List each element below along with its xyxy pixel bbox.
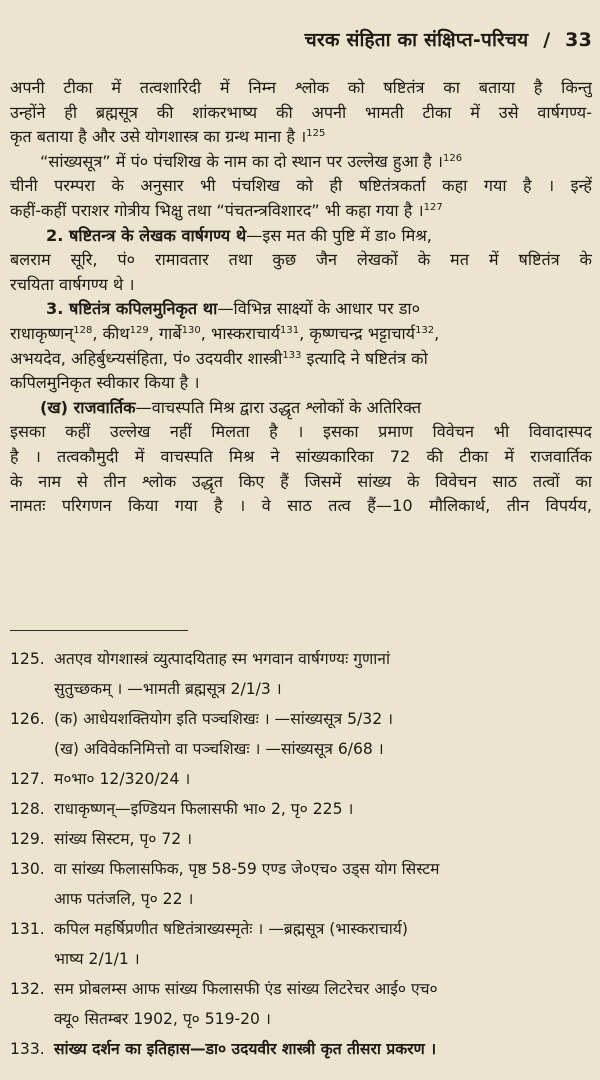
text-line: नामतः परिगणन किया गया है । वे साठ तत्व हैं—10 मौलिकार्थ, तीन विपर्यय, (10, 496, 592, 516)
footnote-number: 129. (10, 830, 45, 848)
footnote-number: 130. (10, 860, 45, 878)
header-separator: / (543, 29, 551, 51)
footnote-divider (10, 630, 188, 631)
footnote-number: 131. (10, 920, 45, 938)
footnote-number: 127. (10, 770, 45, 788)
text-line: कहीं-कहीं पराशर गोत्रीय भिक्षु तथा “पंचतन्त्रविशारद” भी कहा गया है ।$^{127}$ (10, 200, 443, 220)
footnote-number: 132. (10, 980, 45, 998)
text-line: “सांख्यसूत्र” में पं० पंचशिख के नाम का दो स्थान पर उल्लेख हुआ है ।$^{126}$ (40, 151, 463, 171)
running-header (305, 26, 592, 52)
text-line: राधाकृष्णन्$^{128}$, कीथ$^{129}$, गार्बे$^{130}$, भास्कराचार्य$^{131}$, कृष्णचन्द्र भट्टाचार्य$^{132}$, (10, 323, 440, 343)
footnote-125: 125. अतएव योगशास्त्रं व्युत्पादयिताह स्म भगवान वार्षगण्यः गुणानां सुतुच्छकम् । —भामती ब्रह्मसूत्र 2/1/3 । (10, 644, 595, 704)
text-line: इसका कहीं उल्लेख नहीं मिलता है । इसका प्रमाण विवेचन भी विवादास्पद (10, 422, 592, 442)
footnote-ref-127[interactable]: 127 (423, 201, 443, 213)
text-line: है । तत्वकौमुदी में वाचस्पति मिश्र ने सांख्यकारिका 72 की टीका में राजवार्तिक (10, 446, 592, 466)
text-line: 2. षष्टितन्त्र के लेखक वार्षगण्य थे—इस मत की पुष्टि में डा० मिश्र, (46, 225, 432, 245)
footnote-ref-130[interactable]: 130 (181, 324, 201, 336)
footnote-number: 125. (10, 650, 45, 668)
footnote-126: 126. (क) आधेयशक्तियोग इति पञ्चशिखः । —सांख्यसूत्र 5/32 । (ख) अविवेकनिमित्तो वा पञ्चशिखः । —सांख्यसूत्र 6/68 । (10, 704, 595, 764)
page-number: 33 (565, 29, 592, 51)
footnote-ref-128[interactable]: 128 (73, 324, 93, 336)
text-line: 3. षष्टितंत्र कपिलमुनिकृत था—विभिन्न साक्ष्यों के आधार पर डा० (46, 299, 420, 319)
footnote-ref-132[interactable]: 132 (415, 324, 435, 336)
footnote-130: 130. वा सांख्य फिलासफिक, पृष्ठ 58-59 एण्ड जे०एच० उड्स योग सिस्टम आफ पतंजलि, पृ० 22 । (10, 854, 595, 914)
text-line: कपिलमुनिकृत स्वीकार किया है । (10, 373, 200, 393)
footnote-ref-133[interactable]: 133 (282, 349, 302, 361)
footnote-129: 129. सांख्य सिस्टम, पृ० 72 । (10, 824, 595, 854)
text-line: चीनी परम्परा के अनुसार भी पंचशिख को ही षष्टितंत्रकर्ता कहा गया है । इन्हें (10, 176, 592, 196)
section-heading: 3. षष्टितंत्र कपिलमुनिकृत था (46, 299, 218, 319)
text-line: अभयदेव, अहिर्बुध्न्यसंहिता, पं० उदयवीर शास्त्री$^{133}$ इत्यादि ने षष्टितंत्र को (10, 348, 428, 368)
footnote-number: 128. (10, 800, 45, 818)
footnote-132: 132. सम प्रोबलम्स आफ सांख्य फिलासफी एंड सांख्य लिटरेचर आई० एच० क्यू० सितम्बर 1902, पृ० 519-20 । (10, 974, 595, 1034)
footnotes (10, 644, 595, 1064)
footnote-number: 133. (10, 1040, 45, 1058)
main-text (10, 76, 592, 519)
text-line: बलराम सूरि, पं० रामावतार तथा कुछ जैन लेखकों के मत में षष्टितंत्र के (10, 250, 592, 270)
footnote-128: 128. राधाकृष्णन्—इण्डियन फिलासफी भा० 2, पृ० 225 । (10, 794, 595, 824)
footnote-131: 131. कपिल महर्षिप्रणीत षष्टितंत्राख्यस्मृतेः । —ब्रह्मसूत्र (भास्कराचार्य) भाष्य 2/1/1 । (10, 914, 595, 974)
text-line: (ख) राजवार्तिक—वाचस्पति मिश्र द्वारा उद्धृत श्लोकों के अतिरिक्त (40, 397, 422, 417)
section-heading: 2. षष्टितन्त्र के लेखक वार्षगण्य थे (46, 225, 247, 245)
section-heading: (ख) राजवार्तिक (40, 397, 136, 417)
text-line: कृत बताया है और उसे योगशास्त्र का ग्रन्थ माना है ।$^{125}$ (10, 127, 326, 147)
footnote-127: 127. म०भा० 12/320/24 । (10, 764, 595, 794)
footnote-ref-129[interactable]: 129 (129, 324, 149, 336)
text-line: अपनी टीका में तत्वशारिदी में निम्न श्लोक को षष्टितंत्र का बताया है किन्तु (10, 78, 592, 97)
text-line: के नाम से तीन श्लोक उद्धृत किए हैं जिसमें सांख्य के विवेचन साठ तत्वों का (10, 471, 592, 491)
footnote-ref-131[interactable]: 131 (279, 324, 300, 336)
footnote-number: 126. (10, 710, 45, 728)
text-line: उन्होंने ही ब्रह्मसूत्र की शांकरभाष्य की अपनी भामती टीका में उसे वार्षगण्य- (10, 102, 592, 122)
text-line: रचयिता वार्षगण्य थे । (10, 274, 135, 294)
header-title: चरक संहिता का संक्षिप्त-परिचय (304, 29, 529, 51)
footnote-133: 133. सांख्य दर्शन का इतिहास—डा० उदयवीर शास्त्री कृत तीसरा प्रकरण । (10, 1034, 595, 1064)
footnote-ref-125[interactable]: 125 (306, 128, 326, 140)
footnote-ref-126[interactable]: 126 (443, 152, 463, 164)
